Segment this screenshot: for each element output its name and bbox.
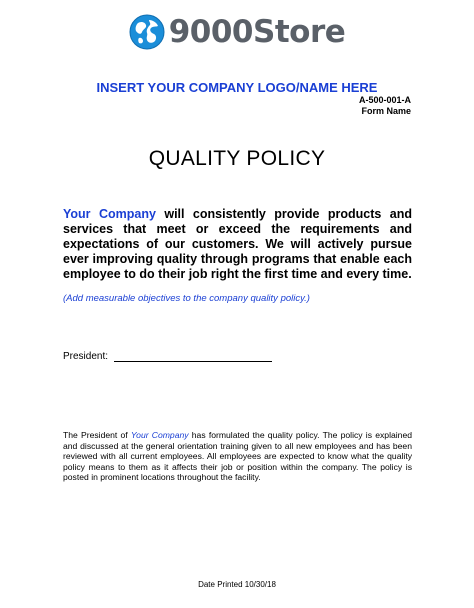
formulation-text: has formulated the quality policy. The policy is explained and discussed at the general orientation training given to all new employees and has been reviewed with all current employees. All employees are expected to know what the quality policy means to them as it affects their job or position within the company. The policy is posted in prominent locations throughout the facility. xyxy=(63,430,412,482)
page-title: QUALITY POLICY xyxy=(148,147,326,170)
policy-statement xyxy=(63,207,412,282)
policy-company-name: Your Company xyxy=(63,207,156,221)
globe-icon xyxy=(129,14,165,50)
document-number: A-500-001-A xyxy=(358,95,411,105)
formulation-prefix: The President of xyxy=(63,430,131,440)
formulation-company-name: Your Company xyxy=(130,430,189,440)
policy-text: will consistently provide products and services that meet or exceed the requirements and expectations of our customers. We will actively pursue ever improving quality through programs that enable each employee to do their job right the first time and every time. xyxy=(63,207,412,281)
form-name: Form Name xyxy=(361,106,411,116)
date-printed: Date Printed 10/30/18 xyxy=(198,580,276,589)
president-label: President: xyxy=(63,351,109,362)
signature-line xyxy=(114,351,272,362)
measurable-objectives-note: (Add measurable objectives to the company quality policy.) xyxy=(63,293,310,304)
logo-text: 9000Store xyxy=(168,14,346,50)
document-code xyxy=(359,95,411,117)
store-logo xyxy=(0,14,474,50)
formulation-paragraph xyxy=(63,430,412,483)
company-logo-placeholder: INSERT YOUR COMPANY LOGO/NAME HERE xyxy=(96,80,378,95)
president-signature xyxy=(63,351,272,362)
